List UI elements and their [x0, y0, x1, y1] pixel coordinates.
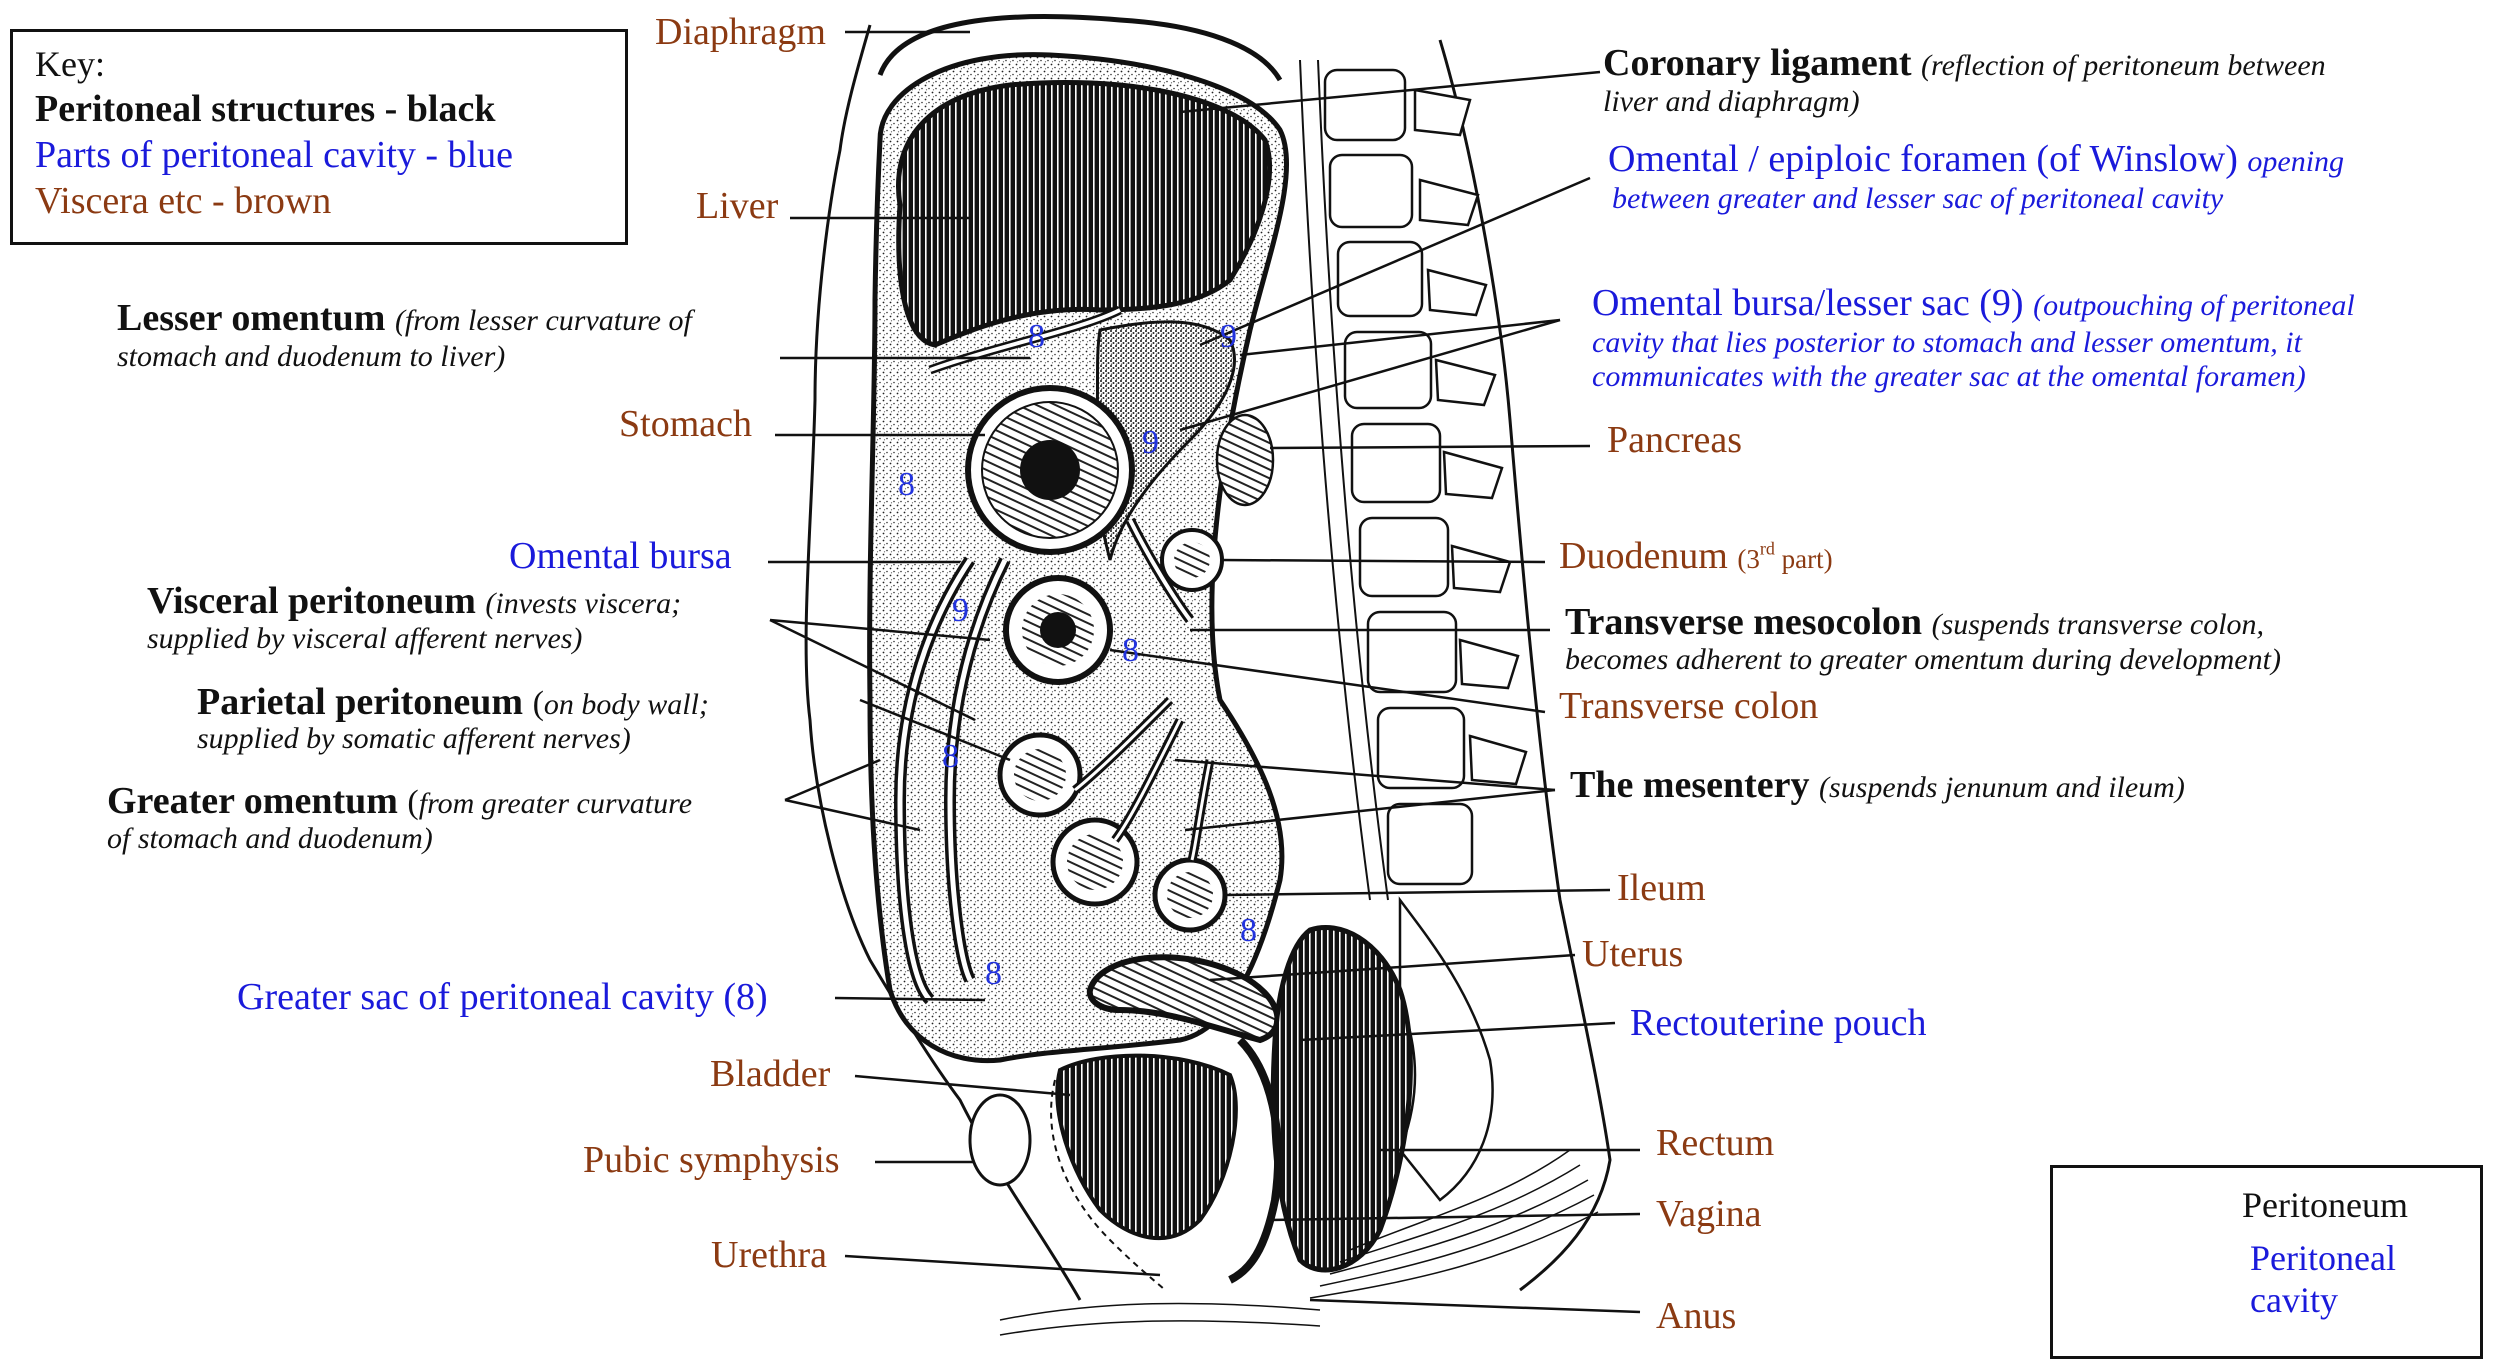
label-coronary-ligament	[1603, 42, 2326, 85]
duodenum-title: Duodenum	[1559, 535, 1728, 577]
foramen-desc-1: opening	[2247, 145, 2345, 178]
label-rectouterine-pouch: Rectouterine pouch	[1630, 1002, 1927, 1044]
pubic-symphysis-shape	[970, 1095, 1030, 1185]
foramen-title: Omental / epiploic foramen (of Winslow)	[1608, 138, 2238, 180]
cavity-number: 8	[942, 738, 959, 775]
pancreas-shape	[1217, 415, 1273, 505]
parietal-paren: (	[532, 685, 544, 722]
lesser-omentum-desc-1: (from lesser curvature of	[394, 304, 692, 337]
label-anus: Anus	[1656, 1295, 1737, 1337]
legend-cavity-label-2: cavity	[2250, 1280, 2338, 1320]
cavity-number: 9	[1220, 318, 1237, 355]
cavity-number: 9	[952, 592, 969, 629]
lesser-omentum-title: Lesser omentum	[117, 297, 386, 339]
label-liver: Liver	[696, 185, 779, 227]
key-cavity-line: Parts of peritoneal cavity - blue	[35, 134, 514, 176]
mesentery-title: The mesentery	[1570, 764, 1810, 806]
parietal-desc-2: supplied by somatic afferent nerves)	[197, 722, 631, 755]
greater-desc-2: of stomach and duodenum)	[107, 822, 433, 855]
cavity-number: 8	[985, 955, 1002, 992]
greater-paren: (	[407, 784, 419, 821]
label-omental-foramen	[1608, 138, 2344, 181]
key-title: Key:	[35, 44, 105, 84]
mesentery-desc: (suspends jenunum and ileum)	[1819, 771, 2185, 804]
bursa-desc-2: cavity that lies posterior to stomach and lesser omentum, it	[1592, 326, 2302, 359]
label-visceral-peritoneum	[147, 580, 681, 623]
label-diaphragm: Diaphragm	[655, 11, 826, 53]
label-greater-omentum	[107, 780, 692, 823]
duodenum-paren-close: part)	[1774, 544, 1833, 574]
lesser-omentum-desc-2: stomach and duodenum to liver)	[117, 340, 506, 373]
foramen-desc-2: between greater and lesser sac of peritoneal cavity	[1612, 182, 2224, 215]
key-viscera-line: Viscera etc - brown	[35, 180, 332, 222]
legend-cavity-label-1: Peritoneal	[2250, 1238, 2396, 1278]
bursa-desc-1: (outpouching of peritoneal	[2033, 289, 2355, 322]
label-greater-sac: Greater sac of peritoneal cavity (8)	[237, 976, 768, 1018]
label-vagina: Vagina	[1656, 1193, 1762, 1235]
cavity-number: 8	[1122, 632, 1139, 669]
label-urethra: Urethra	[711, 1234, 828, 1276]
legend-peritoneum-label: Peritoneum	[2242, 1185, 2408, 1225]
mesocolon-title: Transverse mesocolon	[1565, 601, 1923, 643]
label-stomach: Stomach	[619, 403, 752, 445]
visceral-desc-2: supplied by visceral afferent nerves)	[147, 622, 583, 655]
bursa-title: Omental bursa/lesser sac (9)	[1592, 282, 2024, 324]
label-transverse-colon: Transverse colon	[1559, 685, 1819, 727]
label-transverse-mesocolon	[1565, 601, 2264, 644]
label-pubic-symphysis: Pubic symphysis	[583, 1139, 840, 1181]
label-duodenum	[1559, 535, 1833, 578]
label-rectum: Rectum	[1656, 1122, 1775, 1164]
parietal-peritoneum-title: Parietal peritoneum	[197, 681, 524, 723]
mesocolon-desc-1: (suspends transverse colon,	[1931, 608, 2265, 641]
coronary-desc-2: liver and diaphragm)	[1603, 85, 1860, 118]
visceral-peritoneum-title: Visceral peritoneum	[147, 580, 476, 622]
mesocolon-desc-2: becomes adherent to greater omentum during development)	[1565, 643, 2281, 676]
coronary-title: Coronary ligament	[1603, 42, 1912, 84]
label-uterus: Uterus	[1582, 933, 1684, 975]
greater-desc-1: from greater curvature	[418, 787, 693, 820]
label-parietal-peritoneum	[197, 681, 709, 724]
label-lesser-omentum	[117, 297, 692, 340]
cavity-number: 9	[1142, 424, 1159, 461]
cavity-number: 8	[898, 466, 915, 503]
label-ileum: Ileum	[1617, 867, 1706, 909]
parietal-desc-1: on body wall;	[543, 688, 709, 721]
coronary-desc-1: (reflection of peritoneum between	[1921, 49, 2326, 82]
label-bladder: Bladder	[710, 1053, 831, 1095]
vagina-shape	[1230, 1040, 1278, 1280]
bursa-desc-3: communicates with the greater sac at the omental foramen)	[1592, 360, 2306, 393]
duodenum-sup: rd	[1759, 538, 1775, 559]
key-structures-line: Peritoneal structures - black	[35, 88, 496, 130]
visceral-desc-1: (invests viscera;	[485, 587, 682, 620]
cavity-number: 8	[1240, 912, 1257, 949]
label-pancreas: Pancreas	[1607, 419, 1743, 461]
greater-omentum-title: Greater omentum	[107, 780, 398, 822]
label-omental-bursa-lesser-sac	[1592, 282, 2355, 325]
label-omental-bursa: Omental bursa	[509, 535, 732, 577]
duodenum-paren-open: (3	[1737, 544, 1760, 574]
cavity-number: 8	[1028, 318, 1045, 355]
label-mesentery	[1570, 764, 2185, 807]
